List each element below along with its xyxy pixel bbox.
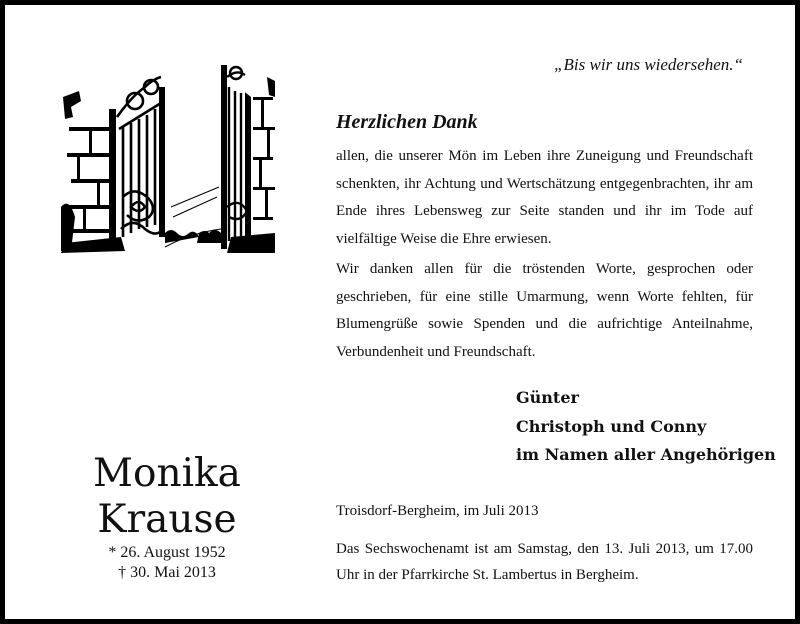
signers-block [516,384,776,470]
signer-name: im Namen aller Angehörigen [516,445,776,464]
open-garden-gate-icon [61,57,275,253]
place-and-date: Troisdorf-Bergheim, im Juli 2013 [336,503,539,519]
deceased-last-name: Krause [97,497,237,542]
deceased-first-name: Monika [93,451,241,496]
birth-date: * 26. August 1952 [108,544,226,561]
gratitude-paragraph: Wir danken allen für die tröstenden Worte, gesprochen oder geschrieben, für eine stille Umarmung, wenn Worte fehlten, für Blumengrüße sowie Spenden und die aufrichtige Anteilnahme, Verbundenheit und Freundschaft. [336,261,753,360]
memorial-service-notice: Das Sechswochenamt ist am Samstag, den 13. Juli 2013, um 17.00 Uhr in der Pfarrkirche St. Lambertus in Bergheim. [336,541,753,583]
signer-name: Günter [516,388,579,407]
thanks-paragraph: allen, die unserer Mön im Leben ihre Zuneigung und Freundschaft schenkten, ihr Achtung und Wertschätzung entgegenbrachten, ihr am Ende ihres Lebensweg zur Seite standen und ihr im Tode auf vielfältige Weise die Ehre erwiesen. [336,148,753,247]
thanks-heading: Herzlichen Dank [336,111,478,133]
death-date: † 30. Mai 2013 [118,564,216,581]
memorial-quote: „Bis wir uns wiedersehen.“ [554,55,743,74]
signer-name: Christoph und Conny [516,416,707,436]
life-dates [77,543,257,583]
